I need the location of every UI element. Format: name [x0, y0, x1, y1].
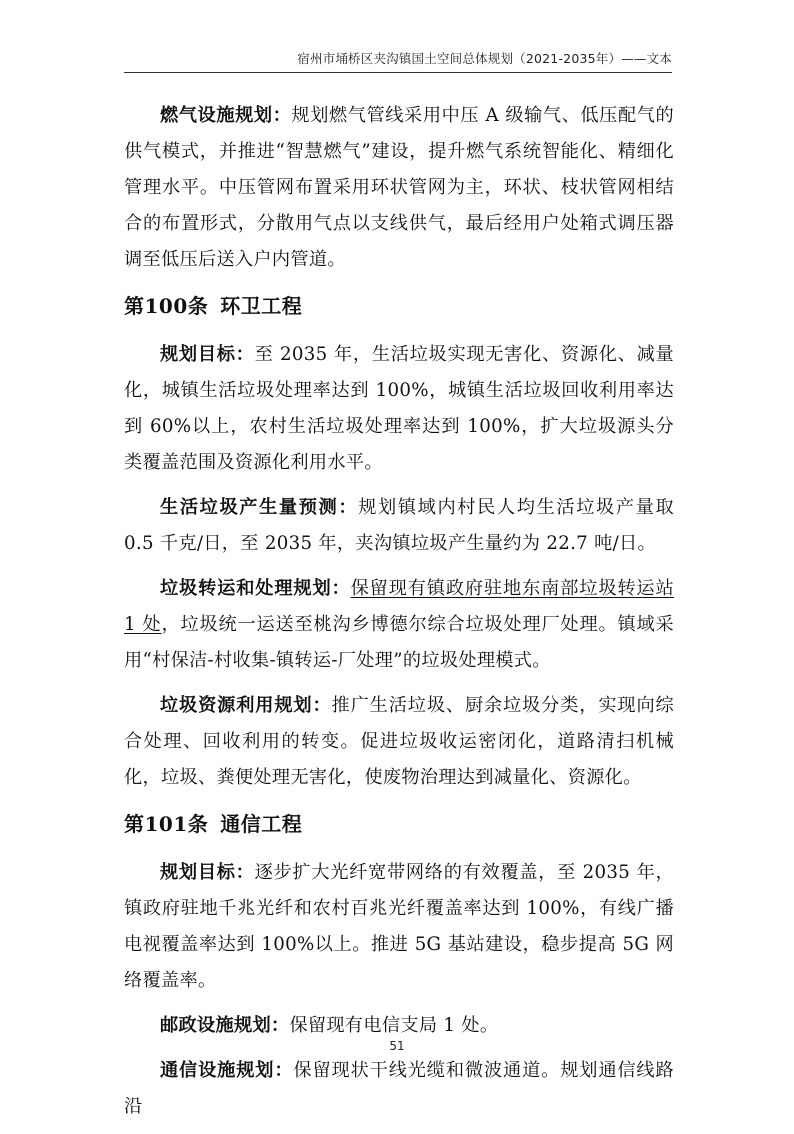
article-100-number: 第100条: [124, 294, 209, 318]
gas-facility-lead: 燃气设施规划：: [160, 105, 292, 126]
sanitation-goal-paragraph: [124, 337, 674, 481]
waste-forecast-paragraph: [124, 490, 674, 562]
comm-facility-paragraph: [124, 1053, 674, 1125]
waste-resource-lead: 垃圾资源利用规划：: [160, 695, 332, 716]
article-101-number: 第101条: [124, 812, 209, 836]
waste-forecast-lead: 生活垃圾产生量预测：: [160, 497, 359, 518]
page-number: 51: [389, 1039, 405, 1053]
document-body: [124, 98, 674, 1134]
postal-facility-text: 保留现有电信支局 1 处。: [289, 1015, 499, 1036]
article-100-title: 环卫工程: [220, 294, 303, 318]
waste-transfer-text: ，垃圾统一运送至桃沟乡博德尔综合垃圾处理厂处理。镇域采用“村保洁-村收集-镇转运-厂处理”的垃圾处理模式。: [124, 614, 674, 671]
article-101-heading: [124, 805, 674, 843]
sanitation-goal-text: 至 2035 年，生活垃圾实现无害化、资源化、减量化，城镇生活垃圾处理率达到 100%，城镇生活垃圾回收利用率达到 60%以上，农村生活垃圾处理率达到 100%，扩大垃圾源头分类覆盖范围及资源化利用水平。: [124, 344, 674, 473]
header-divider: [124, 72, 672, 73]
article-100-heading: [124, 287, 674, 325]
comm-facility-lead: 通信设施规划：: [160, 1060, 294, 1081]
waste-resource-paragraph: [124, 688, 674, 796]
telecom-goal-lead: 规划目标：: [160, 862, 255, 883]
postal-facility-lead: 邮政设施规划：: [160, 1015, 290, 1036]
sanitation-goal-lead: 规划目标：: [160, 344, 255, 365]
comm-facility-text: 保留现状干线光缆和微波通道。规划通信线路沿: [124, 1060, 674, 1117]
waste-resource-text: 推广生活垃圾、厨余垃圾分类，实现向综合处理、回收利用的转变。促进垃圾收运密闭化，道路清扫机械化，垃圾、粪便处理无害化，使废物治理达到减量化、资源化。: [124, 695, 675, 788]
telecom-goal-text: 逐步扩大光纤宽带网络的有效覆盖，至 2035 年，镇政府驻地千兆光纤和农村百兆光纤覆盖率达到 100%，有线广播电视覆盖率达到 100%以上。推进 5G 基站建设，稳步提高 5G 网络覆盖率。: [124, 862, 674, 991]
waste-transfer-lead: 垃圾转运和处理规划：: [160, 578, 351, 599]
running-header: 宿州市埇桥区夹沟镇国土空间总体规划（2021-2035年）——文本: [297, 51, 672, 66]
telecom-goal-paragraph: [124, 855, 674, 999]
gas-facility-text: 规划燃气管线采用中压 A 级输气、低压配气的供气模式，并推进“智慧燃气”建设，提升燃气系统智能化、精细化管理水平。中压管网布置采用环状管网为主，环状、枝状管网相结合的布置形式，分散用气点以支线供气，最后经用户处箱式调压器调至低压后送入户内管道。: [124, 105, 674, 270]
gas-facility-paragraph: [124, 98, 674, 278]
waste-forecast-text: 规划镇域内村民人均生活垃圾产量取 0.5 千克/日，至 2035 年，夹沟镇垃圾产生量约为 22.7 吨/日。: [124, 497, 674, 554]
waste-transfer-paragraph: [124, 571, 674, 679]
article-101-title: 通信工程: [220, 812, 303, 836]
waste-transfer-station-text: 保留现有镇政府驻地东南部垃圾转运站 1 处: [124, 578, 674, 635]
